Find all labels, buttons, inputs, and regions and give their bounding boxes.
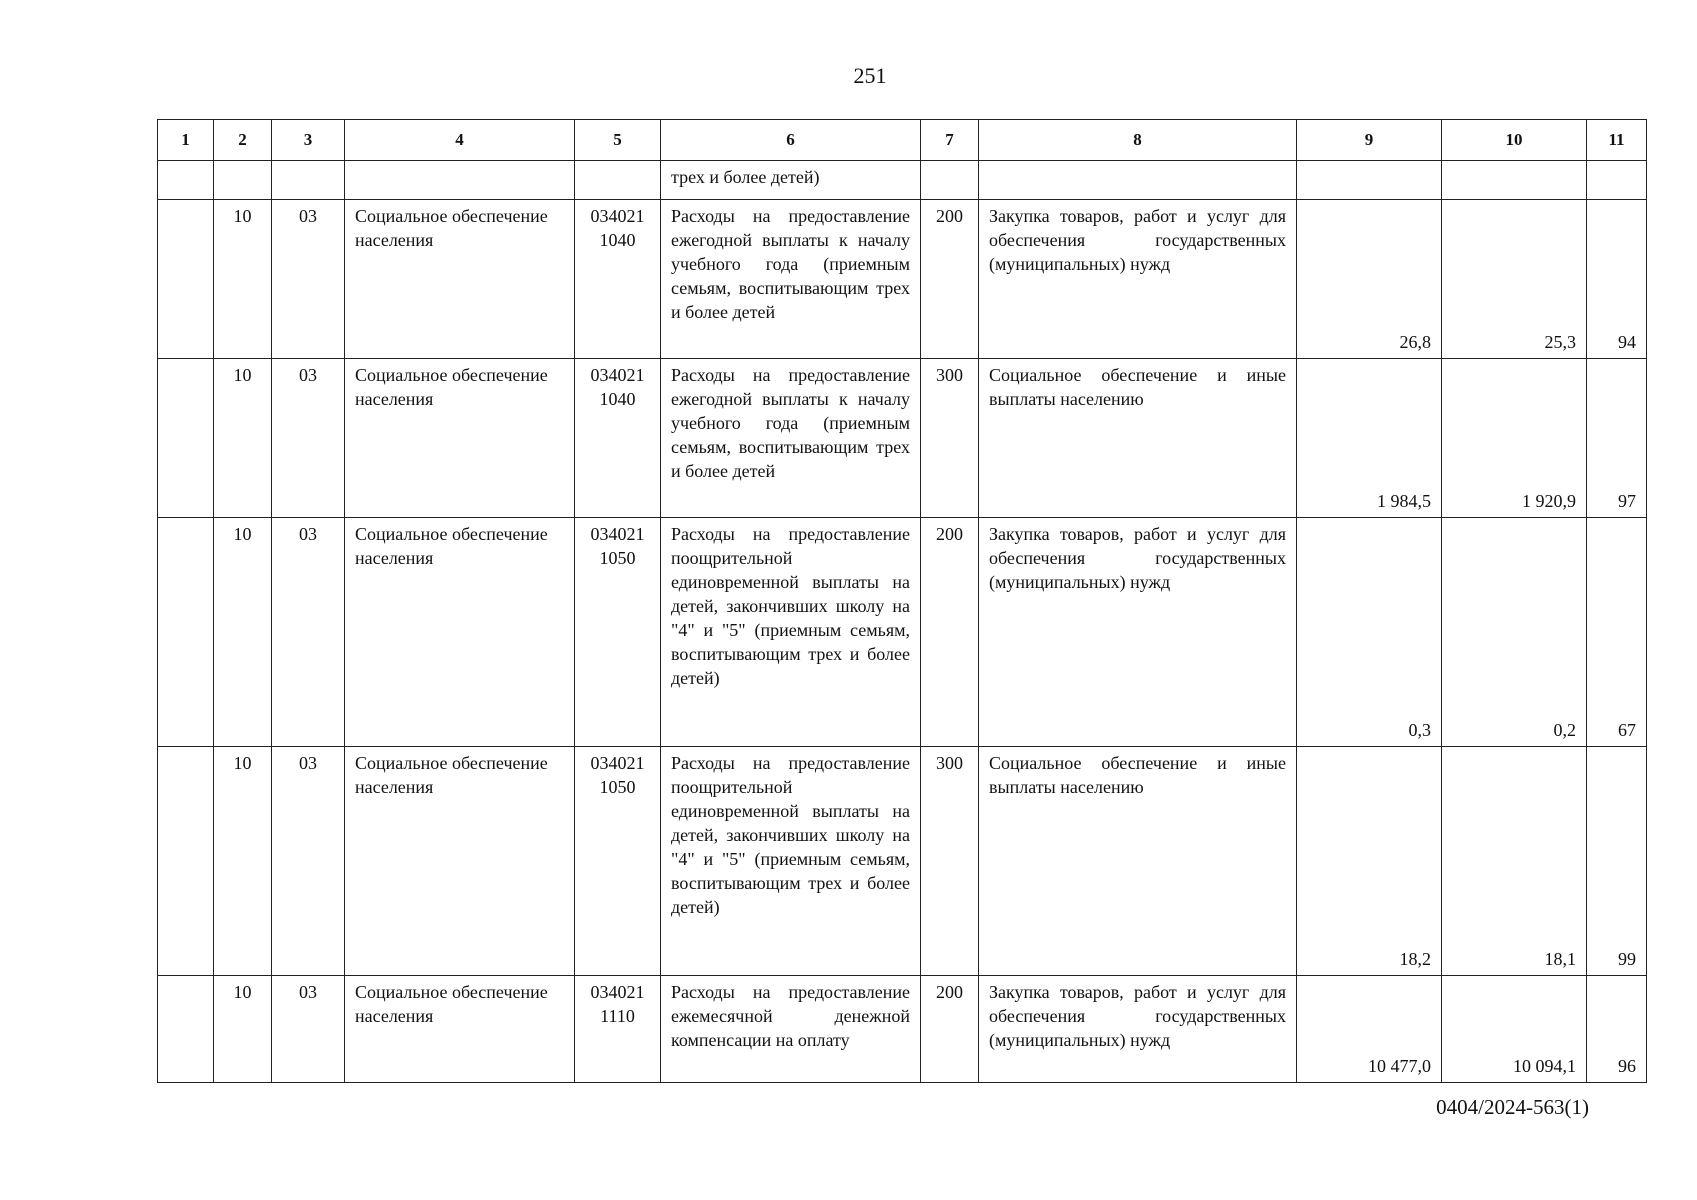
table-row	[158, 976, 1647, 1083]
cell-percent: 99	[1587, 747, 1647, 976]
cell-section: 10	[214, 976, 272, 1083]
cell-target-description: Расходы на предоставление поощрительной единовременной выплаты на детей, закончивших школу на "4" и "5" (приемным семьям, воспитывающим трех и более детей)	[661, 747, 921, 976]
cell-target-code: 034021 1050	[575, 518, 661, 747]
cell-subsection-name: Социальное обеспечение населения	[345, 200, 575, 359]
cell-planned: 10 477,0	[1297, 976, 1442, 1083]
cell-target-description: Расходы на предоставление поощрительной единовременной выплаты на детей, закончивших школу на "4" и "5" (приемным семьям, воспитывающим трех и более детей)	[661, 518, 921, 747]
cell-expense-type: 200	[921, 976, 979, 1083]
cell-subsection: 03	[272, 200, 345, 359]
cell-expense-type-name: Закупка товаров, работ и услуг для обеспечения государственных (муниципальных) нужд	[979, 200, 1297, 359]
cell-target-code: 034021 1050	[575, 747, 661, 976]
col-header-1: 1	[158, 120, 214, 161]
cell-expense-type: 200	[921, 200, 979, 359]
cell-planned: 18,2	[1297, 747, 1442, 976]
col-header-3: 3	[272, 120, 345, 161]
table-row	[158, 200, 1647, 359]
cell-target-code: 034021 1040	[575, 359, 661, 518]
col-header-8: 8	[979, 120, 1297, 161]
cell-planned: 0,3	[1297, 518, 1442, 747]
cell-percent: 97	[1587, 359, 1647, 518]
col-header-6: 6	[661, 120, 921, 161]
cell-target-code: 034021 1110	[575, 976, 661, 1083]
table-row	[158, 518, 1647, 747]
cell-planned: 1 984,5	[1297, 359, 1442, 518]
cell-target-description: Расходы на предоставление ежегодной выплаты к началу учебного года (приемным семьям, воспитывающим трех и более детей	[661, 359, 921, 518]
document-code: 0404/2024-563(1)	[1436, 1095, 1589, 1119]
cell-target-description: Расходы на предоставление ежемесячной денежной компенсации на оплату	[661, 976, 921, 1083]
table-row	[158, 747, 1647, 976]
cell-target-description: Расходы на предоставление ежегодной выплаты к началу учебного года (приемным семьям, воспитывающим трех и более детей	[661, 200, 921, 359]
cell-subsection: 03	[272, 747, 345, 976]
cell-percent: 96	[1587, 976, 1647, 1083]
continuation-description: трех и более детей)	[661, 161, 921, 200]
cell-percent: 94	[1587, 200, 1647, 359]
col-header-9: 9	[1297, 120, 1442, 161]
col-header-10: 10	[1442, 120, 1587, 161]
cell-expense-type-name: Социальное обеспечение и иные выплаты населению	[979, 359, 1297, 518]
cell-actual: 1 920,9	[1442, 359, 1587, 518]
cell-subsection-name: Социальное обеспечение населения	[345, 747, 575, 976]
cell-subsection-name: Социальное обеспечение населения	[345, 518, 575, 747]
cell-expense-type-name: Социальное обеспечение и иные выплаты населению	[979, 747, 1297, 976]
cell-expense-type: 300	[921, 747, 979, 976]
cell-col1	[158, 200, 214, 359]
cell-percent: 67	[1587, 518, 1647, 747]
budget-table	[157, 119, 1647, 1083]
cell-section: 10	[214, 200, 272, 359]
cell-subsection-name: Социальное обеспечение населения	[345, 976, 575, 1083]
cell-subsection: 03	[272, 976, 345, 1083]
cell-actual: 25,3	[1442, 200, 1587, 359]
cell-actual: 0,2	[1442, 518, 1587, 747]
cell-expense-type-name: Закупка товаров, работ и услуг для обеспечения государственных (муниципальных) нужд	[979, 976, 1297, 1083]
cell-subsection: 03	[272, 359, 345, 518]
header-row	[158, 120, 1647, 161]
cell-section: 10	[214, 747, 272, 976]
col-header-5: 5	[575, 120, 661, 161]
page-number: 251	[853, 63, 887, 88]
table-row	[158, 359, 1647, 518]
cell-section: 10	[214, 518, 272, 747]
col-header-7: 7	[921, 120, 979, 161]
cell-subsection: 03	[272, 518, 345, 747]
cell-col1	[158, 359, 214, 518]
continuation-row	[158, 161, 1647, 200]
cell-actual: 18,1	[1442, 747, 1587, 976]
col-header-4: 4	[345, 120, 575, 161]
cell-col1	[158, 976, 214, 1083]
cell-expense-type-name: Закупка товаров, работ и услуг для обеспечения государственных (муниципальных) нужд	[979, 518, 1297, 747]
cell-section: 10	[214, 359, 272, 518]
cell-col1	[158, 747, 214, 976]
cell-subsection-name: Социальное обеспечение населения	[345, 359, 575, 518]
col-header-2: 2	[214, 120, 272, 161]
cell-planned: 26,8	[1297, 200, 1442, 359]
cell-expense-type: 200	[921, 518, 979, 747]
cell-target-code: 034021 1040	[575, 200, 661, 359]
col-header-11: 11	[1587, 120, 1647, 161]
cell-actual: 10 094,1	[1442, 976, 1587, 1083]
cell-col1	[158, 518, 214, 747]
cell-expense-type: 300	[921, 359, 979, 518]
